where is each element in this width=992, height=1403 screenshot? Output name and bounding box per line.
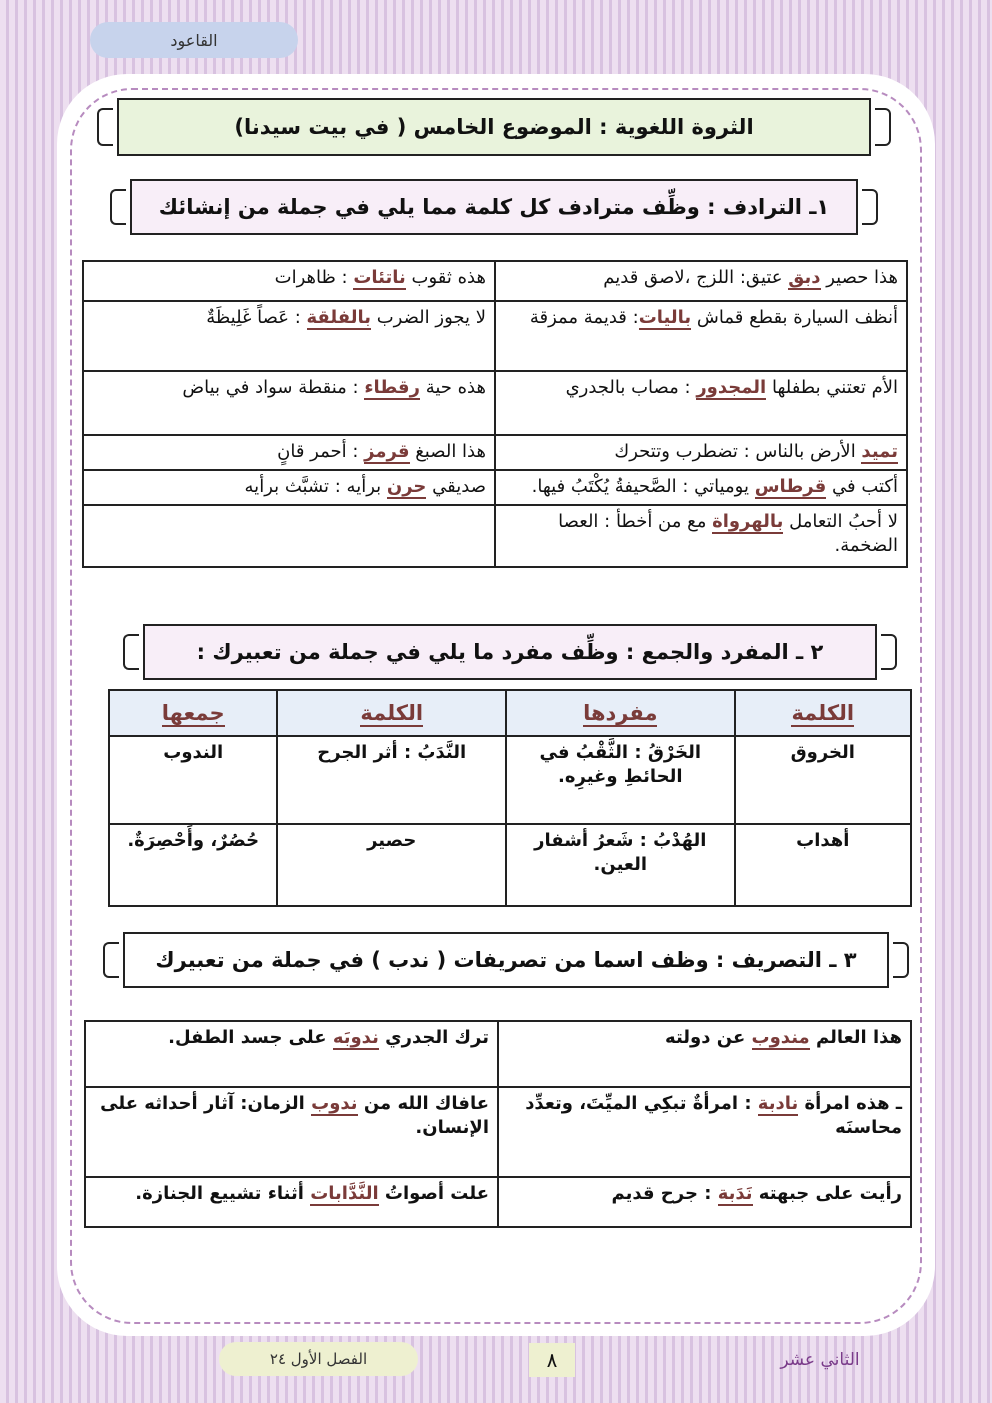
cell-text: هذا حصير [820, 267, 898, 288]
table-row [85, 1087, 911, 1177]
highlighted-word: ناتئات [353, 267, 406, 288]
cell-text: : مصاب بالجدري [565, 377, 697, 398]
cell-text: أكتب في [826, 476, 898, 497]
cell-text: : قديمة ممزقة [529, 307, 639, 328]
table-row [85, 1177, 911, 1227]
term-label: الفصل الأول ٢٤ [219, 1342, 418, 1376]
table-cell [495, 261, 907, 301]
cell-text: أنظف السيارة بقطع قماش [691, 307, 898, 328]
cell-text: عن دولته [665, 1027, 752, 1048]
table-cell [495, 301, 907, 371]
highlighted-word: نَدَبة [717, 1183, 753, 1204]
column-header: الكلمة [735, 690, 911, 736]
column-header: جمعها [109, 690, 277, 736]
table-cell: الخروق [735, 736, 911, 824]
table-cell [498, 1021, 911, 1087]
table-row [109, 824, 911, 906]
table-cell [83, 371, 495, 435]
table-cell: حُصُرٌ، وأَحْصِرَةٌ. [109, 824, 277, 906]
grade-label: الثاني عشر [780, 1350, 860, 1370]
page-title: الثروة اللغوية : الموضوع الخامس ( في بيت سيدنا) [117, 98, 871, 156]
column-header: الكلمة [277, 690, 506, 736]
cell-text: الزمان: آثار أحداثه على الإنسان. [100, 1093, 489, 1138]
cell-text: هذه ثقوب [405, 267, 486, 288]
cell-text: أثناء تشييع الجنازة. [135, 1183, 311, 1204]
highlighted-word: مندوب [751, 1027, 810, 1048]
cell-text: ترك الجدري [378, 1027, 489, 1048]
section2-heading: ٢ ـ المفرد والجمع : وظِّف مفرد ما يلي في جملة من تعبيرك : [143, 624, 877, 680]
subject-label: القاعود [90, 22, 298, 58]
table-cell [498, 1177, 911, 1227]
cell-text: ـ هذه امرأة [798, 1093, 902, 1114]
table-cell: الندوب [109, 736, 277, 824]
table-cell [83, 435, 495, 470]
cell-text: : عَصاً غَلِيظَةٌ [206, 307, 307, 328]
cell-text: : جرح قديم [611, 1183, 718, 1204]
cell-text: يومياتي : الصَّحيفةُ يُكْتَبُ فيها. [531, 476, 755, 497]
cell-text: لا أحبُ التعامل [783, 511, 898, 532]
cell-text: على جسد الطفل. [168, 1027, 333, 1048]
table-row [83, 261, 907, 301]
table-row [109, 736, 911, 824]
table-cell [495, 371, 907, 435]
table-cell [85, 1087, 498, 1177]
table-cell [495, 505, 907, 567]
section1-heading: ١ـ الترادف : وظِّف مترادف كل كلمة مما يلي في جملة من إنشائك [130, 179, 858, 235]
highlighted-word: بالهرواة [712, 511, 784, 532]
table-cell: النَّدَبُ : أثر الجرح [277, 736, 506, 824]
table-cell [495, 435, 907, 470]
synonyms-table [82, 260, 908, 568]
table-cell [83, 505, 495, 567]
cell-text: عافاك الله من [357, 1093, 489, 1114]
table-row [83, 435, 907, 470]
table-row [83, 301, 907, 371]
cell-text: صديقي [426, 476, 486, 497]
cell-text: الأم تعتني بطفلها [766, 377, 898, 398]
table-row [83, 470, 907, 505]
cell-text: : امرأةٌ تبكِي الميِّتَ، وتعدِّد محاسنَه [525, 1093, 902, 1138]
table-row [83, 371, 907, 435]
highlighted-word: المجدور [696, 377, 767, 398]
column-header: مفردها [506, 690, 735, 736]
cell-text: مع من أخطأ : العصا الضخمة. [558, 511, 898, 556]
highlighted-word: بالفلقة [306, 307, 371, 328]
cell-text: برأيه : تشبَّث برأيه [244, 476, 387, 497]
page-number: ٨ [529, 1343, 575, 1377]
highlighted-word: دبق [788, 267, 821, 288]
cell-text: علت أصواتُ [378, 1183, 489, 1204]
table-cell [495, 470, 907, 505]
highlighted-word: باليات [638, 307, 692, 328]
table-header-row [109, 690, 911, 736]
cell-text: هذا العالم [809, 1027, 902, 1048]
singular-plural-table [108, 689, 912, 907]
table-cell: أهداب [735, 824, 911, 906]
cell-text: لا يجوز الضرب [370, 307, 486, 328]
cell-text: : ظاهرات [274, 267, 354, 288]
cell-text: عتيق: اللزج ،لاصق قديم [603, 267, 789, 288]
highlighted-word: قرطاس [754, 476, 827, 497]
cell-text: هذا الصبغ [409, 441, 486, 462]
highlighted-word: رقطاء [364, 377, 420, 398]
table-cell [85, 1021, 498, 1087]
table-cell [498, 1087, 911, 1177]
table-cell [83, 301, 495, 371]
highlighted-word: ندوب [311, 1093, 358, 1114]
highlighted-word: حرن [386, 476, 427, 497]
cell-text: رأيت على جبهته [752, 1183, 902, 1204]
table-row [83, 505, 907, 567]
cell-text: الأرض بالناس : تضطرب وتتحرك [614, 441, 862, 462]
conjugation-table [84, 1020, 912, 1228]
table-cell: الخَرْقُ : الثَّقْبُ في الحائطِ وغيرِه. [506, 736, 735, 824]
table-row [85, 1021, 911, 1087]
highlighted-word: ندوبَه [332, 1027, 379, 1048]
table-cell [85, 1177, 498, 1227]
table-cell [83, 470, 495, 505]
table-cell [83, 261, 495, 301]
section3-heading: ٣ ـ التصريف : وظف اسما من تصريفات ( ندب ) في جملة من تعبيرك [123, 932, 889, 988]
cell-text: : أحمر قانٍ [277, 441, 365, 462]
highlighted-word: النَّدَّابات [310, 1183, 379, 1204]
highlighted-word: نادبة [757, 1093, 799, 1114]
table-cell: حصير [277, 824, 506, 906]
highlighted-word: قرمز [364, 441, 410, 462]
table-cell: الهُدْبُ : شَعرُ أشفار العين. [506, 824, 735, 906]
cell-text: هذه حية [419, 377, 486, 398]
highlighted-word: تميد [861, 441, 898, 462]
cell-text: : منقطة سواد في بياض [182, 377, 365, 398]
